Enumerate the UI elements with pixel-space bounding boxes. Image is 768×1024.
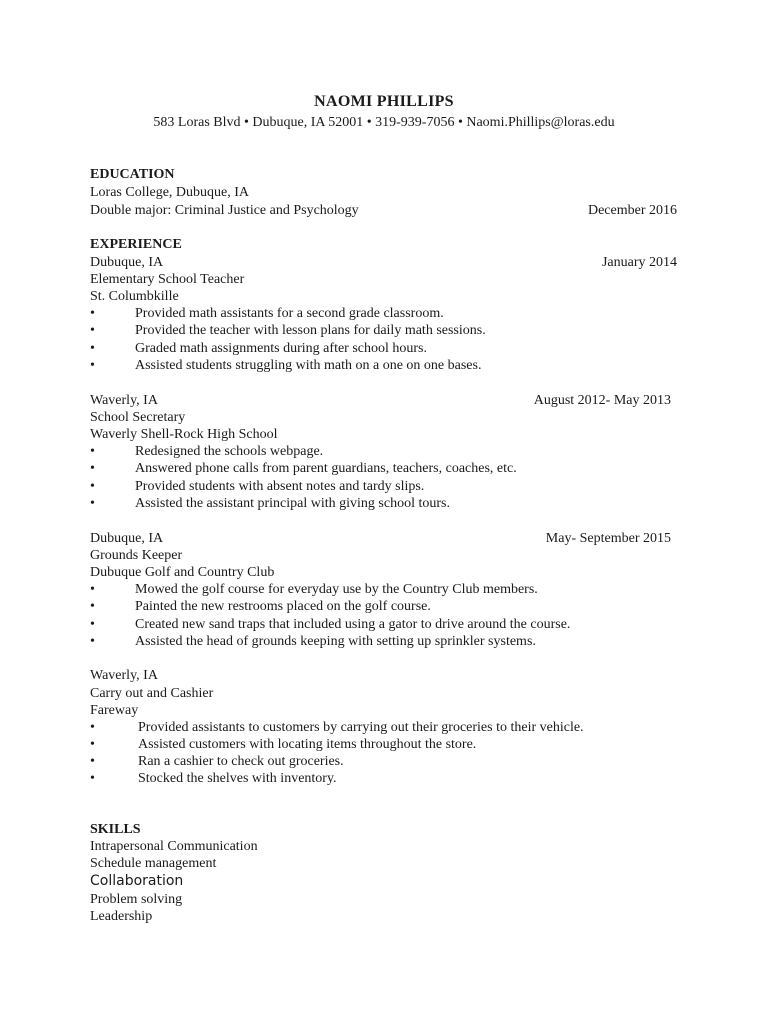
- job-date: May- September 2015: [545, 531, 671, 546]
- job-bullet: Created new sand traps that included using a gator to drive around the course.: [135, 617, 571, 632]
- education-school: Loras College, Dubuque, IA: [90, 185, 250, 200]
- bullet-marker: •: [90, 634, 95, 649]
- education-date: December 2016: [587, 203, 677, 218]
- job-bullet: Assisted the assistant principal with giving school tours.: [135, 496, 450, 511]
- bullet-marker: •: [90, 599, 95, 614]
- job-bullet: Stocked the shelves with inventory.: [138, 771, 337, 786]
- job-organization: St. Columbkille: [90, 289, 179, 304]
- bullet-marker: •: [90, 479, 95, 494]
- bullet-marker: •: [90, 720, 95, 735]
- job-organization: Dubuque Golf and Country Club: [90, 565, 275, 580]
- bullet-marker: •: [90, 341, 95, 356]
- job-title: Carry out and Cashier: [90, 686, 214, 701]
- skill-item: Leadership: [90, 909, 153, 924]
- job-bullet: Provided math assistants for a second grade classroom.: [135, 306, 444, 321]
- bullet-marker: •: [90, 754, 95, 769]
- job-bullet: Assisted the head of grounds keeping with setting up sprinkler systems.: [135, 634, 536, 649]
- bullet-marker: •: [90, 771, 95, 786]
- bullet-marker: •: [90, 306, 95, 321]
- job-location: Waverly, IA: [90, 668, 158, 683]
- bullet-marker: •: [90, 444, 95, 459]
- skill-item: Schedule management: [90, 856, 217, 871]
- skill-item: Collaboration: [90, 873, 184, 889]
- job-location: Dubuque, IA: [90, 531, 164, 546]
- job-bullet: Answered phone calls from parent guardians, teachers, coaches, etc.: [135, 461, 517, 476]
- job-bullet: Provided assistants to customers by carrying out their groceries to their vehicle.: [138, 720, 584, 735]
- job-bullet: Assisted customers with locating items throughout the store.: [138, 737, 477, 752]
- bullet-marker: •: [90, 582, 95, 597]
- job-bullet: Mowed the golf course for everyday use by the Country Club members.: [135, 582, 538, 597]
- job-title: School Secretary: [90, 410, 186, 425]
- bullet-marker: •: [90, 496, 95, 511]
- job-date: August 2012- May 2013: [533, 393, 671, 408]
- job-title: Elementary School Teacher: [90, 272, 245, 287]
- bullet-marker: •: [90, 737, 95, 752]
- education-heading: EDUCATION: [90, 167, 175, 182]
- bullet-marker: •: [90, 617, 95, 632]
- bullet-marker: •: [90, 323, 95, 338]
- job-bullet: Provided the teacher with lesson plans for daily math sessions.: [135, 323, 486, 338]
- job-title: Grounds Keeper: [90, 548, 183, 563]
- job-bullet: Ran a cashier to check out groceries.: [138, 754, 344, 769]
- bullet-marker: •: [90, 461, 95, 476]
- job-bullet: Assisted students struggling with math on a one on one bases.: [135, 358, 482, 373]
- job-location: Waverly, IA: [90, 393, 158, 408]
- job-date: January 2014: [601, 255, 677, 270]
- job-bullet: Redesigned the schools webpage.: [135, 444, 324, 459]
- skills-heading: SKILLS: [90, 822, 141, 837]
- job-bullet: Graded math assignments during after school hours.: [135, 341, 427, 356]
- job-location: Dubuque, IA: [90, 255, 164, 270]
- skill-item: Intrapersonal Communication: [90, 839, 258, 854]
- experience-heading: EXPERIENCE: [90, 237, 182, 252]
- job-organization: Waverly Shell-Rock High School: [90, 427, 278, 442]
- skill-item: Problem solving: [90, 892, 183, 907]
- bullet-marker: •: [90, 358, 95, 373]
- education-major: Double major: Criminal Justice and Psychology: [90, 203, 359, 218]
- job-organization: Fareway: [90, 703, 139, 718]
- job-bullet: Painted the new restrooms placed on the golf course.: [135, 599, 431, 614]
- job-bullet: Provided students with absent notes and tardy slips.: [135, 479, 425, 494]
- contact-line: 583 Loras Blvd • Dubuque, IA 52001 • 319-939-7056 • Naomi.Phillips@loras.edu: [153, 115, 615, 130]
- resume-name: NAOMI PHILLIPS: [314, 93, 454, 110]
